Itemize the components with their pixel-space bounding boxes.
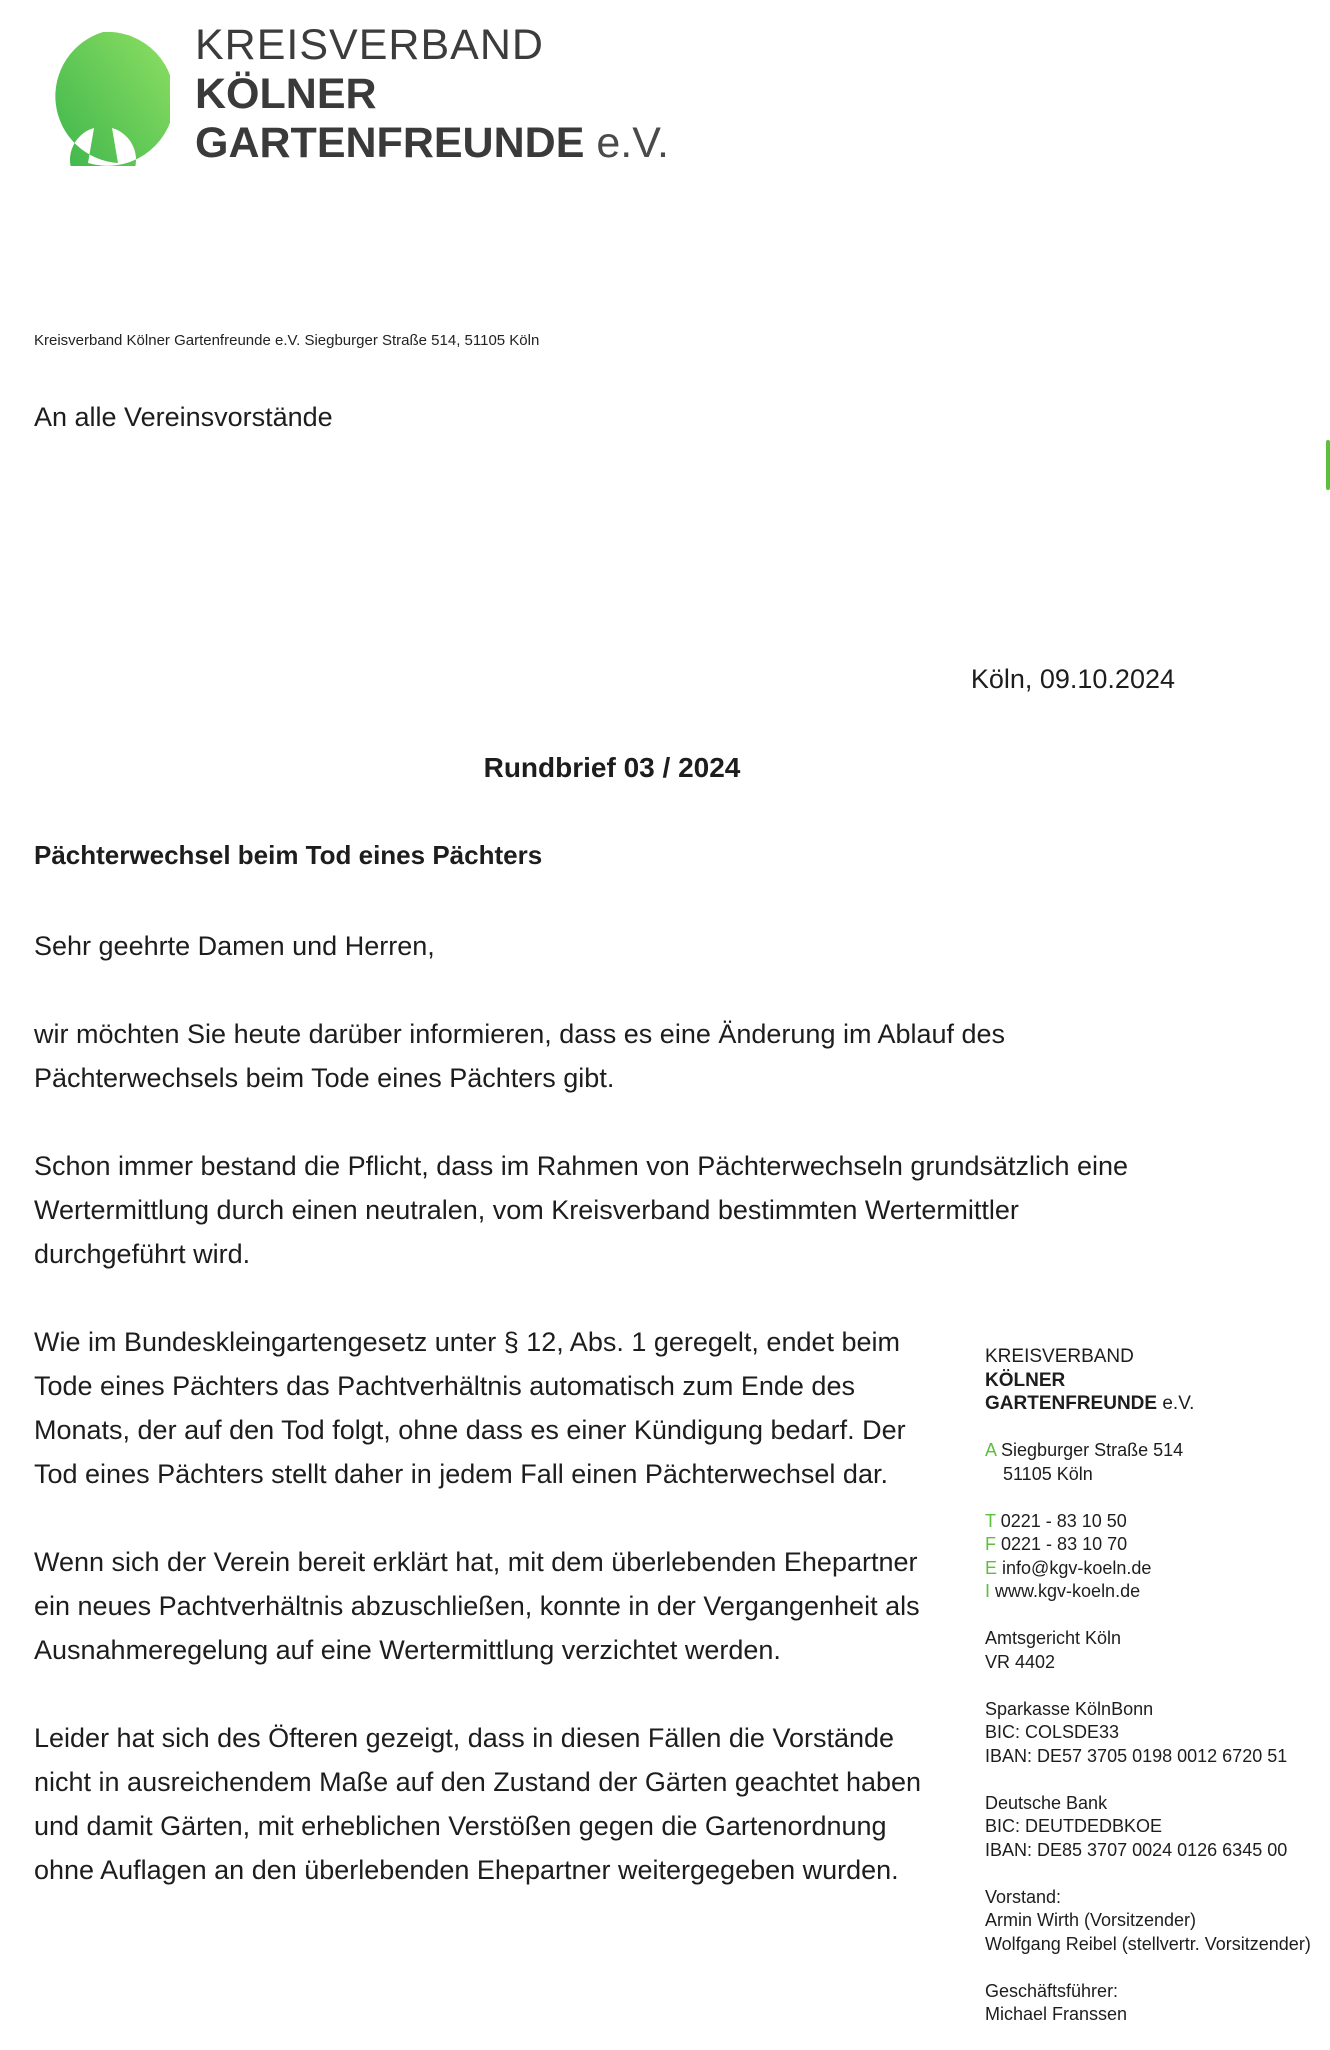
- sidebar-org-line3-text: GARTENFREUNDE: [985, 1393, 1158, 1414]
- sidebar-address: [985, 1439, 1311, 1486]
- page-edge-marker: [1326, 440, 1330, 490]
- sidebar-register: [985, 1627, 1311, 1674]
- bank2-iban: IBAN: DE85 3707 0024 0126 6345 00: [985, 1839, 1288, 1860]
- web-row: [985, 1580, 1311, 1604]
- phone-key: T: [985, 1510, 996, 1531]
- web-key: I: [985, 1581, 991, 1601]
- letterhead-sidebar: [985, 1345, 1311, 2050]
- email-key: E: [985, 1557, 998, 1578]
- manager-label: Geschäftsführer:: [985, 1980, 1119, 2001]
- phone: 0221 - 83 10 50: [1000, 1510, 1127, 1531]
- address-line1: Siegburger Straße 514: [1001, 1440, 1184, 1460]
- board-member-2: Wolfgang Reibel (stellvertr. Vorsitzender): [985, 1933, 1311, 1954]
- court: Amtsgericht Köln: [985, 1628, 1122, 1648]
- sidebar-org-line3: [985, 1392, 1311, 1416]
- logo-line1: KREISVERBAND: [195, 21, 544, 69]
- sender-line: Kreisverband Kölner Gartenfreunde e.V. Siegburger Straße 514, 51105 Köln: [34, 332, 540, 349]
- sidebar-board: [985, 1886, 1311, 1957]
- fax: 0221 - 83 10 70: [1001, 1534, 1128, 1554]
- register: VR 4402: [985, 1651, 1056, 1672]
- paragraph-2: Schon immer bestand die Pflicht, dass im Rahmen von Pächterwechseln grundsätzlich eine Wertermittlung durch einen neutralen, vom Kreisverband bestimmten Wertermittler durchgeführt wird.: [34, 1151, 1129, 1269]
- bank1-bic: BIC: COLSDE33: [985, 1722, 1120, 1742]
- manager: Michael Franssen: [985, 2004, 1128, 2024]
- email-row: [985, 1557, 1311, 1581]
- paragraph-4: Wenn sich der Verein bereit erklärt hat, mit dem überlebenden Ehepartner ein neues Pachtverhältnis abzuschließen, konnte in der Vergangenheit als Ausnahmeregelung auf eine Wertermittlung verzichtet werden.: [34, 1547, 920, 1665]
- address-key: A: [985, 1440, 997, 1460]
- sidebar-address-line1-row: [985, 1439, 1311, 1463]
- sidebar-bank1: [985, 1698, 1311, 1769]
- board-label: Vorstand:: [985, 1886, 1062, 1907]
- logo-line2: KÖLNER: [195, 70, 377, 118]
- letter-date: Köln, 09.10.2024: [970, 664, 1175, 694]
- addressee: An alle Vereinsvorstände: [34, 402, 333, 432]
- sidebar-bank2: [985, 1792, 1311, 1863]
- fax-row: [985, 1533, 1311, 1557]
- logo-ring-icon: [36, 32, 170, 166]
- paragraph-3: Wie im Bundeskleingartengesetz unter § 12, Abs. 1 geregelt, endet beim Tode eines Pächters das Pachtverhältnis automatisch zum Ende des Monats, der auf den Tod folgt, ohne dass es einer Kündigung bedarf. Der Tod eines Pächters stellt daher in jedem Fall einen Pächterwechsel dar.: [34, 1327, 906, 1489]
- fax-key: F: [985, 1534, 996, 1554]
- web: www.kgv-koeln.de: [995, 1581, 1141, 1601]
- bank2-bic: BIC: DEUTDEDBKOE: [985, 1816, 1163, 1836]
- bank1-name: Sparkasse KölnBonn: [985, 1698, 1154, 1719]
- sidebar-contact: [985, 1510, 1311, 1604]
- sidebar-org-line2: KÖLNER: [985, 1369, 1066, 1391]
- paragraph-1: wir möchten Sie heute darüber informieren, dass es eine Änderung im Ablauf des Pächterwechsels beim Tode eines Pächters gibt.: [34, 1019, 1006, 1093]
- letter-subject: Pächterwechsel beim Tod eines Pächters: [34, 840, 543, 870]
- logo-suffix: e.V.: [596, 119, 669, 167]
- sidebar-org-line1: KREISVERBAND: [985, 1346, 1134, 1367]
- bank1-iban: IBAN: DE57 3705 0198 0012 6720 51: [985, 1745, 1288, 1766]
- letter-body: [34, 924, 1144, 1936]
- board-member-1: Armin Wirth (Vorsitzender): [985, 1910, 1197, 1930]
- logo-wordmark: [195, 21, 669, 167]
- paragraph-5: Leider hat sich des Öfteren gezeigt, dass in diesen Fällen die Vorstände nicht in ausreichendem Maße auf den Zustand der Gärten geachtet haben und damit Gärten, mit erheblichen Verstößen gegen die Gartenordnung ohne Auflagen an den überlebenden Ehepartner weitergegeben wurden.: [34, 1723, 922, 1885]
- phone-row: [985, 1510, 1311, 1534]
- salutation: Sehr geehrte Damen und Herren,: [34, 931, 435, 961]
- logo-line3: [195, 119, 669, 167]
- bank2-name: Deutsche Bank: [985, 1792, 1108, 1813]
- sidebar-org: [985, 1345, 1311, 1416]
- letter-title: Rundbrief 03 / 2024: [483, 752, 741, 783]
- address-line2: 51105 Köln: [1003, 1463, 1093, 1484]
- email: info@kgv-koeln.de: [1002, 1557, 1152, 1578]
- logo-line3-text: GARTENFREUNDE: [195, 119, 585, 167]
- sidebar-org-suffix: e.V.: [1162, 1393, 1195, 1414]
- sidebar-manager: [985, 1980, 1311, 2027]
